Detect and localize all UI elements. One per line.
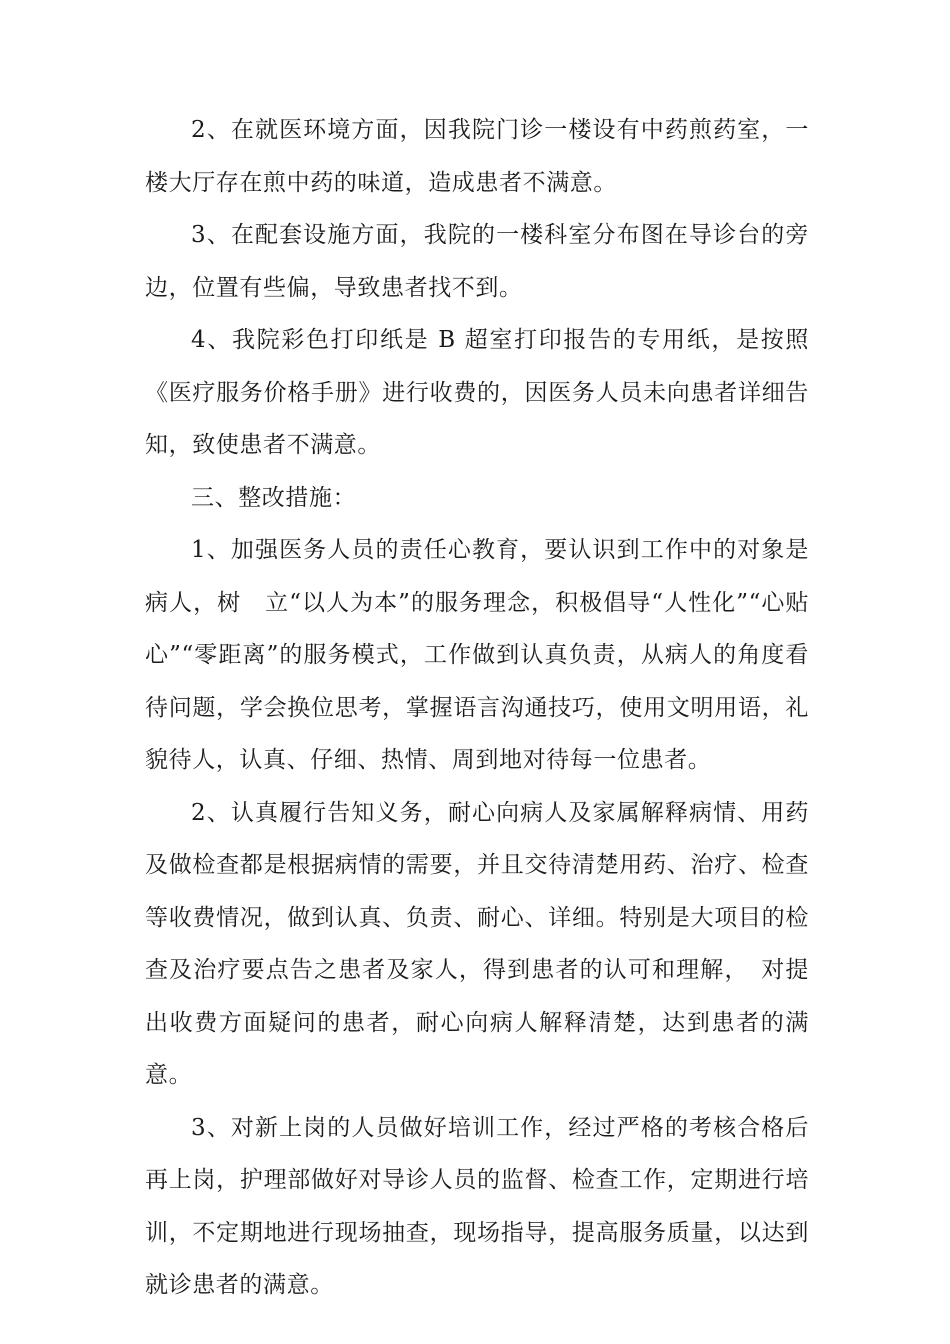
section-heading-rectification: 三、整改措施： <box>191 484 357 511</box>
paragraph-measure-3: 3、对新上岗的人员做好培训工作，经过严格的考核合格后再上岗，护理部做好对导诊人员的监督、检查工作，定期进行培训，不定期地进行现场抽查，现场指导，提高服务质量，以达到就诊患者的满意。 <box>145 1114 809 1298</box>
paragraph-measure-1: 1、加强医务人员的责任心教育，要认识到工作中的对象是病人，树 立“以人为本”的服务理念，积极倡导“人性化”“心贴心”“零距离”的服务模式，工作做到认真负责，从病人的角度看待问题，学会换位思考，掌握语言沟通技巧，使用文明用语，礼貌待人，认真、仔细、热情、周到地对待每一位患者。 <box>145 537 809 773</box>
paragraph-environment: 2、在就医环境方面，因我院门诊一楼设有中药煎药室，一楼大厅存在煎中药的味道，造成患者不满意。 <box>145 117 809 196</box>
paragraph-measure-2: 2、认真履行告知义务，耐心向病人及家属解释病情、用药及做检查都是根据病情的需要，并且交待清楚用药、治疗、检查等收费情况，做到认真、负责、耐心、详细。特别是大项目的检查及治疗要点告之患者及家人，得到患者的认可和理解， 对提出收费方面疑问的患者，耐心向病人解释清楚，达到患者的满意。 <box>145 799 809 1088</box>
document-body <box>145 104 809 1312</box>
paragraph-printing-paper: 4、我院彩色打印纸是 B 超室打印报告的专用纸，是按照《医疗服务价格手册》进行收费的，因医务人员未向患者详细告知，致使患者不满意。 <box>145 327 809 458</box>
paragraph-facilities: 3、在配套设施方面，我院的一楼科室分布图在导诊台的旁边，位置有些偏，导致患者找不到。 <box>145 222 809 301</box>
